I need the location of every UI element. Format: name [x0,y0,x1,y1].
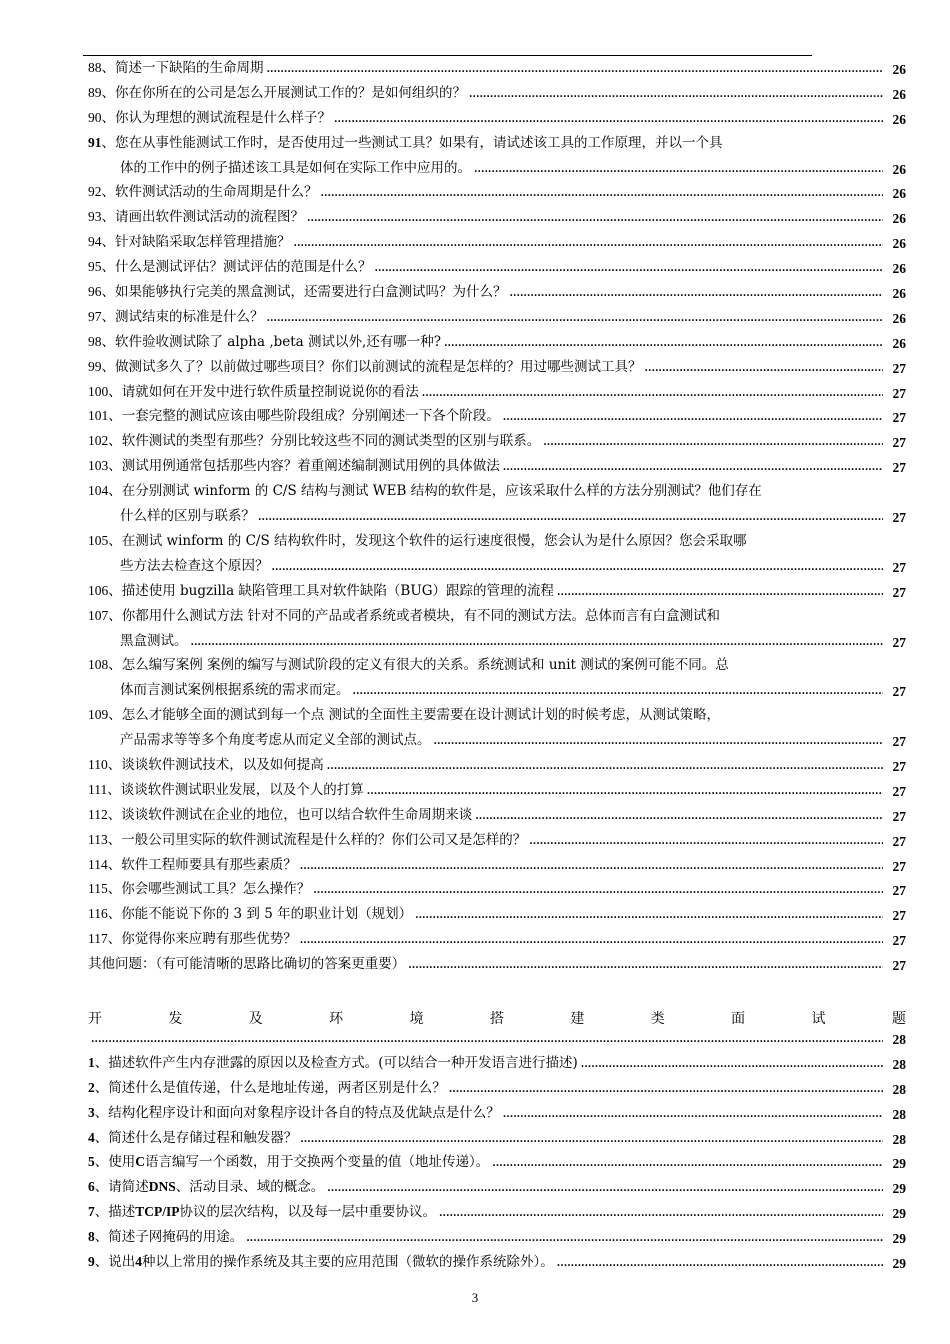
toc-page-number: 29 [892,1206,906,1222]
toc-page-number: 28 [892,1131,906,1147]
toc-page-number: 26 [892,261,906,277]
toc-entry-number: 108 [88,657,109,673]
toc-entry[interactable] [88,108,906,133]
toc-entry[interactable] [88,257,906,282]
heading-char: 开 [88,1011,102,1028]
toc-entry-number: 100 [88,383,109,399]
toc-entry[interactable] [88,431,906,456]
toc-page-number: 27 [892,734,906,750]
toc-entry-title-continued: 黑盒测试。 [120,632,188,649]
toc-entry[interactable] [88,805,906,830]
toc-entry-title: 、怎么编写案例 案例的编写与测试阶段的定义有很大的关系。系统测试和 unit 测试的案例可能不同。总 [108,657,729,674]
toc-entry[interactable] [88,531,906,581]
heading-char: 境 [409,1011,424,1028]
toc-page-number: 28 [892,1081,906,1097]
toc-entry-title-rest: 种以上常用的操作系统及其主要的应用范围（微软的操作系统除外）。 [142,1254,554,1271]
leader-dots [543,429,883,456]
toc-entry-number: 3 [88,1104,95,1120]
leader-dots [334,106,883,133]
leader-dots [267,56,884,83]
toc-entry-number: 101 [88,408,109,424]
toc-page-number: 27 [892,933,906,949]
toc-page-number: 28 [892,1106,906,1122]
toc-page-number: 27 [892,858,906,874]
toc-entry[interactable] [88,481,906,531]
toc-entry[interactable] [88,406,906,431]
toc-entry-title: 、软件工程师要具有那些素质？ [107,856,297,873]
toc-entry-title-rest: 协议的层次结构，以及每一层中重要协议。 [179,1204,437,1221]
toc-entry-title-continued: 体而言测试案例根据系统的需求而定。 [120,682,350,699]
toc-page-number: 26 [892,211,906,227]
toc-page-number: 27 [892,584,906,600]
toc-page-number: 29 [892,1181,906,1197]
toc-entry-title-rest: 、活动目录、域的概念。 [175,1179,325,1196]
toc-entry-title: 、描述使用 bugzilla 缺陷管理工具对软件缺陷（BUG）跟踪的管理的流程 [108,582,555,599]
toc-page-number: 27 [892,833,906,849]
toc-entry-title: 、一套完整的测试应该由哪些阶段组成？分别阐述一下各个阶段。 [108,408,500,425]
toc-entry-title: 、请画出软件测试活动的流程图？ [101,209,304,226]
toc-entry[interactable] [88,1078,906,1103]
toc-entry-number: 89 [88,84,102,100]
leader-dots [581,1051,883,1078]
toc-entry-number: 102 [88,433,109,449]
toc-entry-title: 、简述子网掩码的用途。 [94,1229,244,1246]
toc-page-number: 27 [892,634,906,650]
toc-entry-title: 、软件验收测试除了 alpha ,beta 测试以外,还有哪一种? [101,333,442,350]
leader-dots [191,629,884,656]
leader-dots [645,355,884,382]
toc-entry-title: 、您在从事性能测试工作时，是否使用过一些测试工具？如果有，请试述该工具的工作原理，并以一个具 [101,134,723,151]
toc-entry-title: 、做测试多久了？以前做过哪些项目？你们以前测试的流程是怎样的？用过哪些测试工具？ [101,358,642,375]
table-of-contents [88,58,906,1277]
toc-entry-number: 8 [88,1229,95,1245]
toc-entry-number: 111 [88,781,108,797]
toc-page-number: 26 [892,186,906,202]
toc-entry[interactable] [88,133,906,183]
heading-char: 及 [248,1011,263,1028]
heading-char: 试 [811,1011,826,1028]
toc-entry-number: 97 [88,308,102,324]
leader-dots [415,902,883,929]
toc-page-number: 28 [892,1032,906,1048]
toc-entry[interactable] [88,1252,906,1277]
toc-page-number: 28 [892,1056,906,1072]
leader-dots [557,579,883,606]
toc-entry-keyword: 4 [135,1254,142,1270]
toc-entry[interactable] [88,58,906,83]
toc-entry-number: 107 [88,607,109,623]
toc-page-number: 26 [892,310,906,326]
toc-entry[interactable] [88,606,906,656]
leader-dots [307,205,883,232]
leader-dots [367,778,883,805]
toc-entry-title: 、描述软件产生内存泄露的原因以及检查方式。(可以结合一种开发语言进行描述) [94,1054,578,1071]
toc-entry-number: 95 [88,259,102,275]
toc-entry-title-rest: 语言编写一个函数，用于交换两个变量的值（地址传递）。 [145,1154,490,1171]
leader-dots [294,230,884,257]
toc-entry-title: 、说出 [94,1254,136,1271]
toc-entry-number: 110 [88,757,108,773]
leader-dots [246,1225,883,1252]
toc-entry-number: 4 [88,1129,95,1145]
toc-page-number: 26 [892,335,906,351]
leader-dots [557,1250,883,1277]
toc-entry-title: 、你都用什么测试方法 针对不同的产品或者系统或者模块，有不同的测试方法。总体而言有白盒测试和 [108,607,721,624]
toc-entry[interactable] [88,1227,906,1252]
toc-page-number: 26 [892,161,906,177]
toc-entry-number: 114 [88,856,108,872]
toc-entry-title-continued: 些方法去检查这个原因？ [120,557,269,574]
toc-entry-title: 、一般公司里实际的软件测试流程是什么样的？你们公司又是怎样的？ [107,831,527,848]
toc-page-number: 29 [892,1156,906,1172]
toc-entry-number: 103 [88,458,109,474]
leader-dots [469,81,883,108]
toc-entry-number: 106 [88,582,109,598]
toc-entry[interactable] [88,1053,906,1078]
toc-entry[interactable] [88,780,906,805]
toc-entry[interactable] [88,855,906,880]
toc-page-number: 27 [892,460,906,476]
toc-entry-number: 6 [88,1179,95,1195]
toc-entry-number: 2 [88,1079,95,1095]
leader-dots [327,753,883,780]
leader-dots [503,404,883,431]
toc-page-number: 26 [892,236,906,252]
toc-page-number: 27 [892,908,906,924]
toc-entry-title: 、什么是测试评估？测试评估的范围是什么？ [101,259,372,276]
toc-entry[interactable] [88,1177,906,1202]
toc-page-number: 27 [892,684,906,700]
toc-entry-keyword: DNS [148,1179,176,1195]
toc-entry-title: 、如果能够执行完美的黑盒测试，还需要进行白盒测试吗？为什么？ [101,284,507,301]
toc-entry-title: 、谈谈软件测试在企业的地位，也可以结合软件生命周期来谈 [107,806,473,823]
section-heading-page-line [88,1028,906,1053]
section-heading [88,979,906,1028]
toc-entry[interactable] [88,830,906,855]
toc-entry-title: 、你认为理想的测试流程是什么样子？ [101,109,331,126]
toc-page-number: 27 [892,783,906,799]
toc-entry-number: 115 [88,881,108,897]
toc-entry-title: 、在测试 winform 的 C/S 结构软件时，发现这个软件的运行速度很慢，您会认为是什么原因？您会采取哪 [108,532,747,549]
leader-dots [313,877,883,904]
toc-entry-number: 98 [88,333,102,349]
toc-entry[interactable] [88,954,906,979]
toc-page-number: 26 [892,86,906,102]
toc-entry-title: 、描述 [94,1204,136,1221]
leader-dots [258,504,883,531]
leader-dots [503,454,883,481]
toc-page-number: 26 [892,111,906,127]
toc-entry-title: 、你在你所在的公司是怎么开展测试工作的？是如何组织的？ [101,84,466,101]
toc-entry-title: 、软件测试的类型有那些？分别比较这些不同的测试类型的区别与联系。 [108,433,541,450]
toc-entry[interactable] [88,382,906,407]
toc-page-number: 27 [892,759,906,775]
toc-entry-title: 、在分别测试 winform 的 C/S 结构与测试 WEB 结构的软件是，应该采取什么样的方法分别测试？他们存在 [108,483,762,500]
toc-section-test-questions [88,58,906,979]
toc-entry-number: 109 [88,707,109,723]
leader-dots [300,853,883,880]
leader-dots [492,1150,883,1177]
toc-entry[interactable] [88,1103,906,1128]
page-number: 3 [471,1290,479,1305]
toc-entry-number: 117 [88,931,108,947]
toc-entry[interactable] [88,232,906,257]
heading-char: 发 [168,1011,183,1028]
toc-entry[interactable] [88,282,906,307]
toc-entry[interactable] [88,1128,906,1153]
toc-entry[interactable] [88,904,906,929]
toc-entry[interactable] [88,929,906,954]
toc-entry-keyword: C [135,1154,145,1170]
leader-dots [272,554,884,581]
toc-entry[interactable] [88,879,906,904]
toc-entry-title: 、谈谈软件测试职业发展，以及个人的打算 [107,781,364,798]
toc-entry[interactable] [88,332,906,357]
leader-dots [444,330,883,357]
toc-entry-title: 、软件测试活动的生命周期是什么？ [101,184,318,201]
toc-entry-title: 、你能不能说下你的 3 到 5 年的职业计划（规划） [107,906,413,923]
toc-page-number: 27 [892,410,906,426]
leader-dots [434,728,884,755]
toc-page-number: 27 [892,360,906,376]
toc-entry[interactable] [88,307,906,332]
toc-entry-title-continued: 产品需求等等多个角度考虑从而定义全部的测试点。 [120,732,431,749]
leader-dots [474,156,883,183]
toc-page-number: 26 [892,61,906,77]
leader-dots [529,828,883,855]
toc-entry-title-continued: 体的工作中的例子描述该工具是如何在实际工作中应用的。 [120,159,471,176]
toc-page-number: 27 [892,510,906,526]
toc-entry-number: 92 [88,184,102,200]
toc-entry[interactable] [88,182,906,207]
leader-dots [439,1200,883,1227]
toc-page-number: 26 [892,286,906,302]
toc-entry-title-continued: 什么样的区别与联系？ [120,508,255,525]
toc-page-number: 27 [892,808,906,824]
toc-page-number: 29 [892,1256,906,1272]
toc-entry-number: 1 [88,1054,95,1070]
toc-entry-number: 5 [88,1154,95,1170]
toc-entry-title: 、怎么才能够全面的测试到每一个点 测试的全面性主要需要在设计测试计划的时候考虑，从测试策略， [108,707,721,724]
toc-entry-number: 7 [88,1204,95,1220]
toc-page-number: 27 [892,559,906,575]
toc-entry[interactable] [88,705,906,755]
leader-dots [510,280,884,307]
toc-entry-title: 、请简述 [94,1179,149,1196]
toc-page-number: 27 [892,883,906,899]
toc-entry-title: 、测试用例通常包括那些内容？着重阐述编制测试用例的具体做法 [108,458,500,475]
toc-entry-title: 、简述一下缺陷的生命周期 [101,59,264,76]
toc-entry-number: 90 [88,109,102,125]
toc-entry-title: 、你会哪些测试工具？怎么操作？ [107,881,311,898]
toc-entry-number: 116 [88,906,108,922]
toc-entry[interactable] [88,581,906,606]
toc-entry-number: 96 [88,284,102,300]
toc-page-number: 27 [892,385,906,401]
leader-dots [375,255,884,282]
toc-entry-title: 、使用 [94,1154,136,1171]
toc-entry-number: 112 [88,806,108,822]
toc-entry[interactable] [88,655,906,705]
toc-entry-title: 、简述什么是存储过程和触发器？ [94,1129,298,1146]
toc-entry-number: 113 [88,831,108,847]
toc-entry-title: 、结构化程序设计和面向对象程序设计各自的特点及优缺点是什么？ [94,1104,500,1121]
toc-entry-title: 、简述什么是值传递，什么是地址传递，两者区别是什么？ [94,1079,446,1096]
toc-page-number: 29 [892,1231,906,1247]
toc-entry-title: 、请就如何在开发中进行软件质量控制说说你的看法 [108,383,419,400]
toc-entry-title: 、你觉得你来应聘有那些优势？ [107,931,297,948]
toc-entry-number: 88 [88,59,102,75]
leader-dots [300,927,883,954]
toc-entry-title: 其他问题：（有可能清晰的思路比确切的答案更重要） [88,956,406,973]
toc-entry-number: 105 [88,532,109,548]
heading-char: 类 [650,1011,665,1028]
toc-entry-title: 、谈谈软件测试技术，以及如何提高 [107,757,324,774]
toc-page-number: 27 [892,435,906,451]
leader-dots [327,1175,883,1202]
leader-dots [321,180,884,207]
leader-dots [475,803,883,830]
toc-entry[interactable] [88,83,906,108]
toc-section-dev-env-questions [88,1053,906,1277]
toc-entry[interactable] [88,1202,906,1227]
toc-entry-number: 99 [88,358,102,374]
leader-dots [422,380,883,407]
leader-dots [267,305,884,332]
leader-dots [503,1101,883,1128]
leader-dots [353,678,884,705]
toc-entry-title: 、测试结束的标准是什么？ [101,308,264,325]
toc-entry[interactable] [88,207,906,232]
heading-char: 题 [891,1011,906,1028]
heading-char: 环 [329,1011,344,1028]
toc-entry-number: 9 [88,1254,95,1270]
toc-entry-keyword: TCP/IP [135,1204,180,1220]
heading-char: 面 [731,1011,746,1028]
toc-page-number: 27 [892,958,906,974]
heading-char: 建 [570,1011,585,1028]
toc-entry[interactable] [88,1153,906,1178]
leader-dots [449,1076,883,1103]
leader-dots [300,1126,883,1153]
heading-char: 搭 [489,1011,504,1028]
toc-entry-number: 94 [88,234,102,250]
leader-dots [408,952,883,979]
toc-entry-title: 、针对缺陷采取怎样管理措施？ [101,234,291,251]
toc-entry-number: 93 [88,209,102,225]
toc-entry[interactable] [88,755,906,780]
toc-entry-number: 91 [88,134,102,150]
toc-entry-number: 104 [88,483,109,499]
toc-entry[interactable] [88,357,906,382]
toc-entry[interactable] [88,456,906,481]
